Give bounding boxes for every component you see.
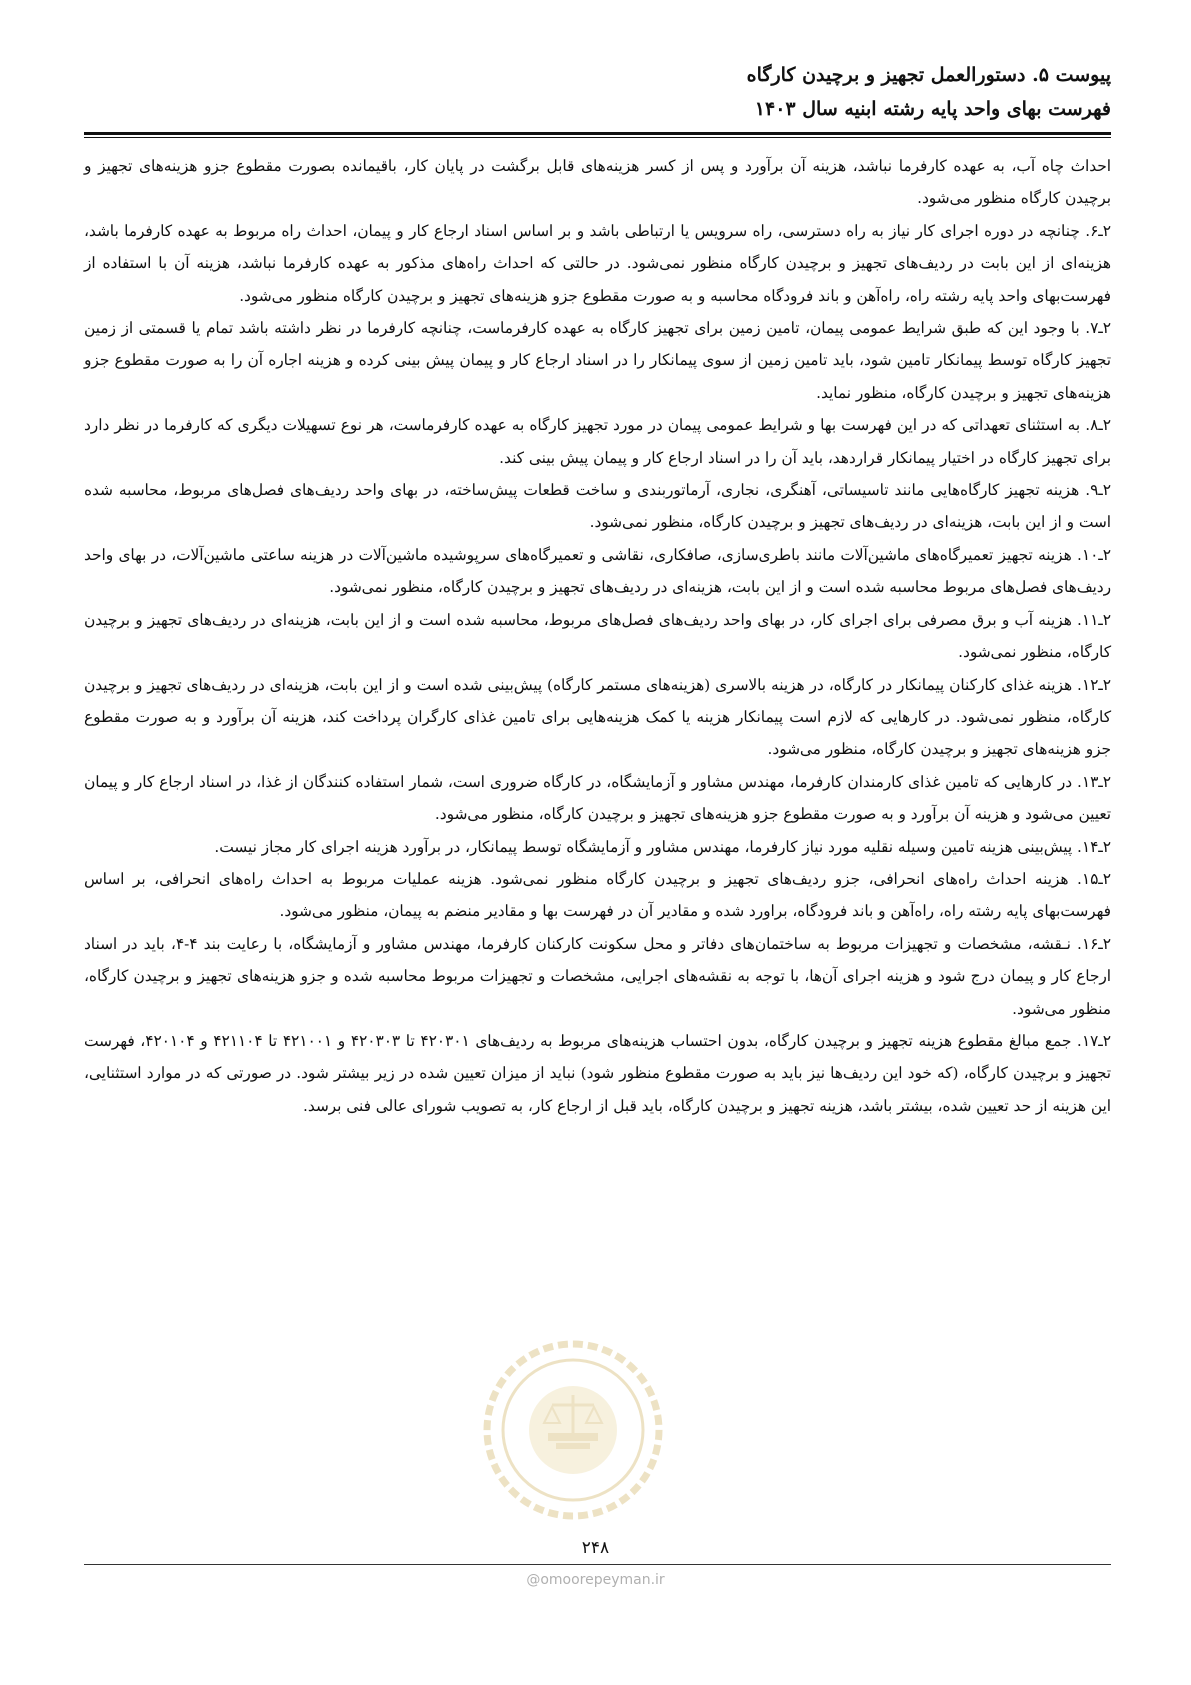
paragraph-2-13: ۲ـ۱۳. در کارهایی که تامین غذای کارمندان کارفرما، مهندس مشاور و آزمایشگاه، در کارگاه ضروری است، شمار استفاده کنندگان از غذا، در اسناد ارجاع کار و پیمان تعیین می‌شود و هزینه آن برآورد و به صورت مقطوع جزو هزینه‌های تجهیز و برچیدن کارگاه، منظور می‌شود. xyxy=(84,772,1111,824)
page-number: ۲۴۸ xyxy=(581,1538,610,1558)
paragraph-2-11: ۲ـ۱۱. هزینه آب و برق مصرفی برای اجرای کار، در بهای واحد ردیف‌های فصل‌های مربوط، محاسبه شده است و از این بابت، هزینه‌ای در ردیف‌های تجهیز و برچیدن کارگاه، منظور نمی‌شود. xyxy=(84,610,1111,662)
header-rule-thick xyxy=(84,132,1111,135)
watermark-seal-icon xyxy=(478,1335,668,1525)
header-rule-thin xyxy=(84,137,1111,138)
paragraph-2-9: ۲ـ۹. هزینه تجهیز کارگاه‌هایی مانند تاسیساتی، آهنگری، نجاری، آرماتوربندی و ساخت قطعات پیش‌ساخته، در بهای واحد ردیف‌های فصل‌های مربوط، محاسبه شده است و از این بابت، هزینه‌ای در ردیف‌های تجهیز و برچیدن کارگاه، منظور نمی‌شود. xyxy=(84,481,1111,532)
paragraph-2-12: ۲ـ۱۲. هزینه غذای کارکنان پیمانکار در کارگاه، در هزینه بالاسری (هزینه‌های مستمر کارگاه) پیش‌بینی شده است و از این بابت، هزینه‌ای در ردیف‌های تجهیز و برچیدن کارگاه، منظور نمی‌شود. در کارهایی که لازم است پیمانکار هزینه یا کمک هزینه‌هایی برای تامین غذای کارگران پرداخت کند، هزینه آن برآورد و به صورت مقطوع جزو هزینه‌های تجهیز و برچیدن کارگاه، منظور می‌شود. xyxy=(84,675,1111,759)
document-body xyxy=(84,150,1111,1122)
footer-rule xyxy=(84,1564,1111,1565)
paragraph-2-14: ۲ـ۱۴. پیش‌بینی هزینه تامین وسیله نقلیه مورد نیاز کارفرما، مهندس مشاور و آزمایشگاه توسط پیمانکار، در برآورد هزینه اجرای کار مجاز نیست. xyxy=(214,837,1111,856)
website-watermark: @omoorepeyman.ir xyxy=(526,1572,665,1588)
header-title-line2: فهرست بهای واحد پایه رشته ابنیه سال ۱۴۰۳ xyxy=(754,98,1111,120)
paragraph-2-16: ۲ـ۱۶. نـقشه، مشخصات و تجهیزات مربوط به ساختمان‌های دفاتر و محل سکونت کارکنان کارفرما، مهندس مشاور و آزمایشگاه، با رعایت بند ۴-۴، باید در اسناد ارجاع کار و پیمان درج شود و هزینه اجرای آن‌ها، با توجه به نقشه‌های اجرایی، مشخصات و تجهیزات مربوط محاسبه شده و جزو هزینه‌های تجهیز و برچیدن کارگاه، منظور می‌شود. xyxy=(84,934,1111,1018)
paragraph-continuation: احداث چاه آب، به عهده کارفرما نباشد، هزینه آن برآورد و پس از کسر هزینه‌های قابل برگشت در پایان کار، باقیمانده بصورت مقطوع جزو هزینه‌های تجهیز و برچیدن کارگاه منظور می‌شود. xyxy=(84,157,1111,208)
page-header xyxy=(84,58,1111,126)
paragraph-2-8: ۲ـ۸. به استثنای تعهداتی که در این فهرست بها و شرایط عمومی پیمان در مورد تجهیز کارگاه به عهده کارفرماست، هر نوع تسهیلات دیگری که کارفرما در نظر دارد برای تجهیز کارگاه در اختیار پیمانکار قراردهد، باید آن را در اسناد ارجاع کار و پیمان پیش بینی کند. xyxy=(84,416,1111,467)
paragraph-2-15: ۲ـ۱۵. هزینه احداث راه‌های انحرافی، جزو ردیف‌های تجهیز و برچیدن کارگاه منظور نمی‌شود. هزینه عملیات مربوط به احداث راه‌های انحرافی، بر اساس فهرست‌بهای پایه رشته راه، راه‌آهن و باند فرودگاه، براورد شده و مقادیر آن در فهرست بها و مقادیر منضم به پیمان، منظور می‌شود. xyxy=(84,869,1111,921)
paragraph-2-6: ۲ـ۶. چنانچه در دوره اجرای کار نیاز به راه دسترسی، راه سرویس یا ارتباطی باشد و بر اساس اسناد ارجاع کار و پیمان، احداث راه مربوط به عهده کارفرما باشد، هزینه‌ای از این بابت در ردیف‌های تجهیز و برچیدن کارگاه منظور نمی‌شود. در حالتی که احداث راه‌های مذکور به عهده کارفرما نباشد، هزینه آن با استفاده از فهرست‌بهای واحد پایه رشته راه، راه‌آهن و باند فرودگاه محاسبه و به صورت مقطوع جزو هزینه‌های تجهیز و برچیدن کارگاه منظور می‌شود. xyxy=(84,221,1111,305)
paragraph-2-10: ۲ـ۱۰. هزینه تجهیز تعمیرگاه‌های ماشین‌آلات مانند باطری‌سازی، صافکاری، نقاشی و تعمیرگاه‌های سرپوشیده ماشین‌آلات در هزینه ساعتی ماشین‌آلات، در بهای واحد ردیف‌های فصل‌های مربوط محاسبه شده است و از این بابت، هزینه‌ای در ردیف‌های تجهیز و برچیدن کارگاه، منظور نمی‌شود. xyxy=(84,545,1111,597)
paragraph-2-7: ۲ـ۷. با وجود این که طبق شرایط عمومی پیمان، تامین زمین برای تجهیز کارگاه به عهده کارفرماست، چنانچه کارفرما در نظر داشته باشد تمام یا قسمتی از زمین تجهیز کارگاه توسط پیمانکار تامین شود، باید تامین زمین از سوی پیمانکار را در اسناد ارجاع کار و پیمان پیش بینی کرده و هزینه اجاره آن را به صورت مقطوع جزو هزینه‌های تجهیز و برچیدن کارگاه، منظور نماید. xyxy=(84,319,1111,402)
paragraph-2-17: ۲ـ۱۷. جمع مبالغ مقطوع هزینه تجهیز و برچیدن کارگاه، بدون احتساب هزینه‌های مربوط به ردیف‌های ۴۲۰۳۰۱ تا ۴۲۰۳۰۳ و ۴۲۱۰۰۱ تا ۴۲۱۱۰۴ و ۴۲۰۱۰۴، فهرست تجهیز و برچیدن کارگاه، (که خود این ردیف‌ها نیز باید به صورت مقطوع منظور شود) نباید از میزان تعیین شده در زیر بیشتر شود. در صورتی که در موارد استثنایی، این هزینه از حد تعیین شده، بیشتر باشد، هزینه تجهیز و برچیدن کارگاه، باید قبل از ارجاع کار، به تصویب شورای عالی فنی برسد. xyxy=(84,1031,1111,1115)
header-title-line1: پیوست ۵. دستورالعمل تجهیز و برچیدن کارگاه xyxy=(746,64,1111,86)
